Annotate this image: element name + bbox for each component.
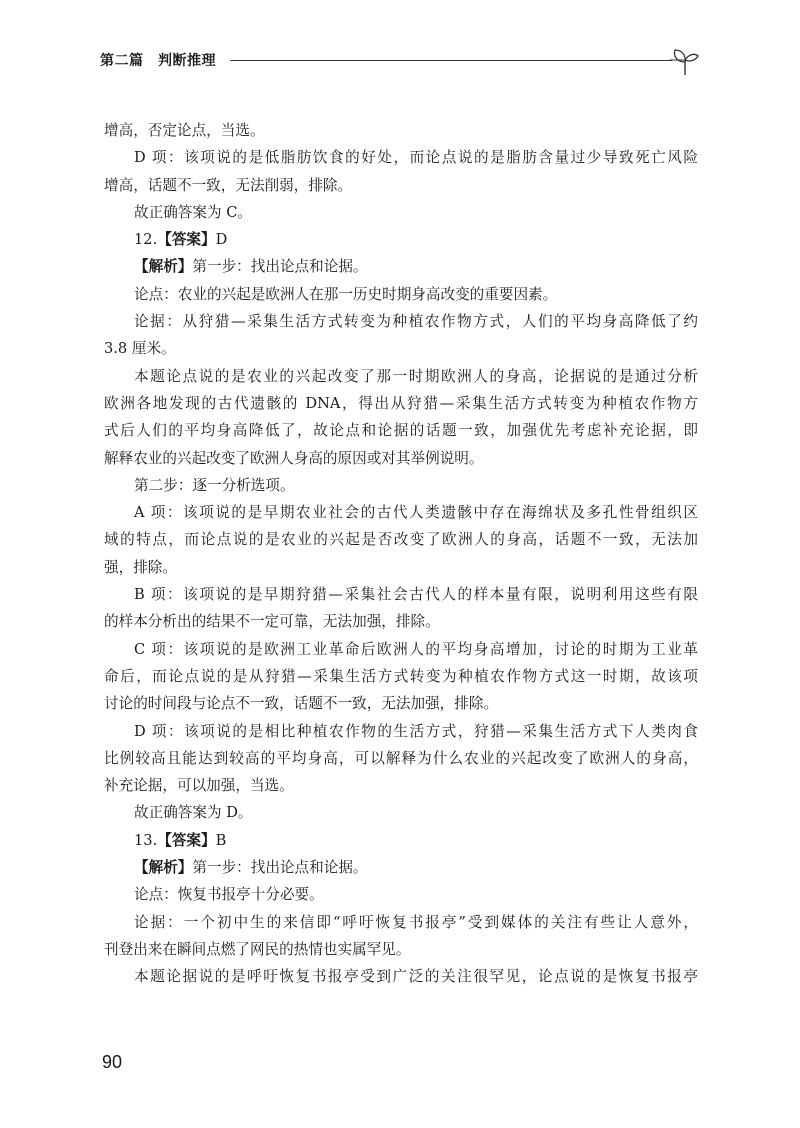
line-text: 欧洲各地发现的古代遗骸的 DNA，得出从狩猎—采集生活方式转变为种植农作物方	[104, 394, 698, 412]
line-text: 3.8 厘米。	[104, 340, 176, 358]
line-text: 命后，而论点说的是从狩猎—采集生活方式转变为种植农作物方式这一时期，故该项	[104, 667, 698, 685]
line-text: D 项：该项说的是相比种植农作物的生活方式，狩猎—采集生活方式下人类肉食	[134, 722, 698, 740]
text-line	[104, 881, 698, 908]
text-line	[104, 690, 698, 717]
line-text: 第一步：找出论点和论据。	[192, 258, 368, 276]
page-number: 90	[102, 1052, 123, 1072]
line-text: 的样本分析出的结果不一定可靠，无法加强，排除。	[104, 613, 440, 631]
text-line	[104, 172, 698, 199]
question-number: 12.	[134, 231, 158, 249]
line-text: 刊登出来在瞬间点燃了网民的热情也实属罕见。	[104, 940, 411, 958]
line-text: 论据：从狩猎—采集生活方式转变为种植农作物方式，人们的平均身高降低了约	[134, 313, 698, 331]
header-rule	[230, 60, 672, 61]
text-line	[104, 363, 698, 390]
line-text: A 项：该项说的是早期农业社会的古代人类遗骸中存在海绵状及多孔性骨组织区	[134, 504, 698, 522]
text-line	[104, 799, 698, 826]
text-line	[104, 718, 698, 745]
text-line	[104, 499, 698, 526]
text-line	[104, 335, 698, 362]
line-text: 强，排除。	[104, 558, 177, 576]
line-text: 讨论的时间段与论点不一致，话题不一致，无法加强，排除。	[104, 695, 499, 713]
line-text: 本题论点说的是农业的兴起改变了那一时期欧洲人的身高，论据说的是通过分析	[134, 367, 698, 385]
text-line	[104, 827, 698, 854]
section-label: 【答案】	[157, 231, 216, 249]
line-text: C 项：该项说的是欧洲工业革命后欧洲人的平均身高增加，讨论的时期为工业革	[134, 640, 698, 658]
line-text: 论据：一个初中生的来信即“呼吁恢复书报亭”受到媒体的关注有些让人意外，	[134, 913, 698, 931]
line-text: 域的特点，而论点说的是农业的兴起是否改变了欧洲人的身高，话题不一致，无法加	[104, 531, 698, 549]
section-label: 【解析】	[134, 859, 193, 877]
line-text: 解释农业的兴起改变了欧洲人身高的原因或对其举例说明。	[104, 449, 484, 467]
text-line	[104, 663, 698, 690]
text-line	[104, 226, 698, 253]
text-line	[104, 745, 698, 772]
text-line	[104, 308, 698, 335]
text-line	[104, 526, 698, 553]
text-line	[104, 772, 698, 799]
section-label: 【答案】	[157, 831, 216, 849]
line-text: 论点：恢复书报亭十分必要。	[134, 886, 324, 904]
text-line	[104, 581, 698, 608]
text-line	[104, 117, 698, 144]
line-text: 式后人们的平均身高降低了，故论点和论据的话题一致，加强优先考虑补充论据，即	[104, 422, 698, 440]
text-line	[104, 417, 698, 444]
text-line	[104, 445, 698, 472]
line-text: 第二步：逐一分析选项。	[134, 476, 295, 494]
line-text: 补充论据，可以加强，当选。	[104, 777, 294, 795]
line-text: 第一步：找出论点和论据。	[192, 859, 368, 877]
line-text: B 项：该项说的是早期狩猎—采集社会古代人的样本量有限，说明利用这些有限	[134, 586, 698, 604]
section-label: 【解析】	[134, 258, 193, 276]
text-line	[104, 636, 698, 663]
text-line	[104, 936, 698, 963]
sprout-icon	[670, 44, 700, 76]
text-line	[104, 144, 698, 171]
line-text: 增高，否定论点，当选。	[104, 122, 265, 139]
text-line	[104, 909, 698, 936]
text-line	[104, 854, 698, 881]
text-line	[104, 390, 698, 417]
line-text: 增高，话题不一致，无法削弱，排除。	[104, 176, 353, 194]
text-line	[104, 963, 698, 990]
question-number: 13.	[134, 831, 158, 849]
text-line	[104, 608, 698, 635]
line-text: D	[215, 231, 228, 249]
line-text: 比例较高且能达到较高的平均身高，可以解释为什么农业的兴起改变了欧洲人的身高，	[104, 749, 698, 767]
page-header	[100, 44, 700, 80]
text-line	[104, 554, 698, 581]
body-text	[104, 117, 698, 991]
text-line	[104, 253, 698, 280]
text-line	[104, 281, 698, 308]
line-text: 本题论据说的是呼吁恢复书报亭受到广泛的关注很罕见，论点说的是恢复书报亭	[134, 968, 698, 986]
line-text: B	[215, 831, 227, 849]
line-text: 故正确答案为 C。	[134, 203, 252, 221]
text-line	[104, 472, 698, 499]
text-line	[104, 199, 698, 226]
line-text: 论点：农业的兴起是欧洲人在那一历史时期身高改变的重要因素。	[134, 285, 558, 303]
line-text: D 项：该项说的是低脂肪饮食的好处，而论点说的是脂肪含量过少导致死亡风险	[134, 149, 698, 167]
header-title: 第二篇 判断推理	[100, 53, 216, 69]
line-text: 故正确答案为 D。	[134, 804, 253, 822]
